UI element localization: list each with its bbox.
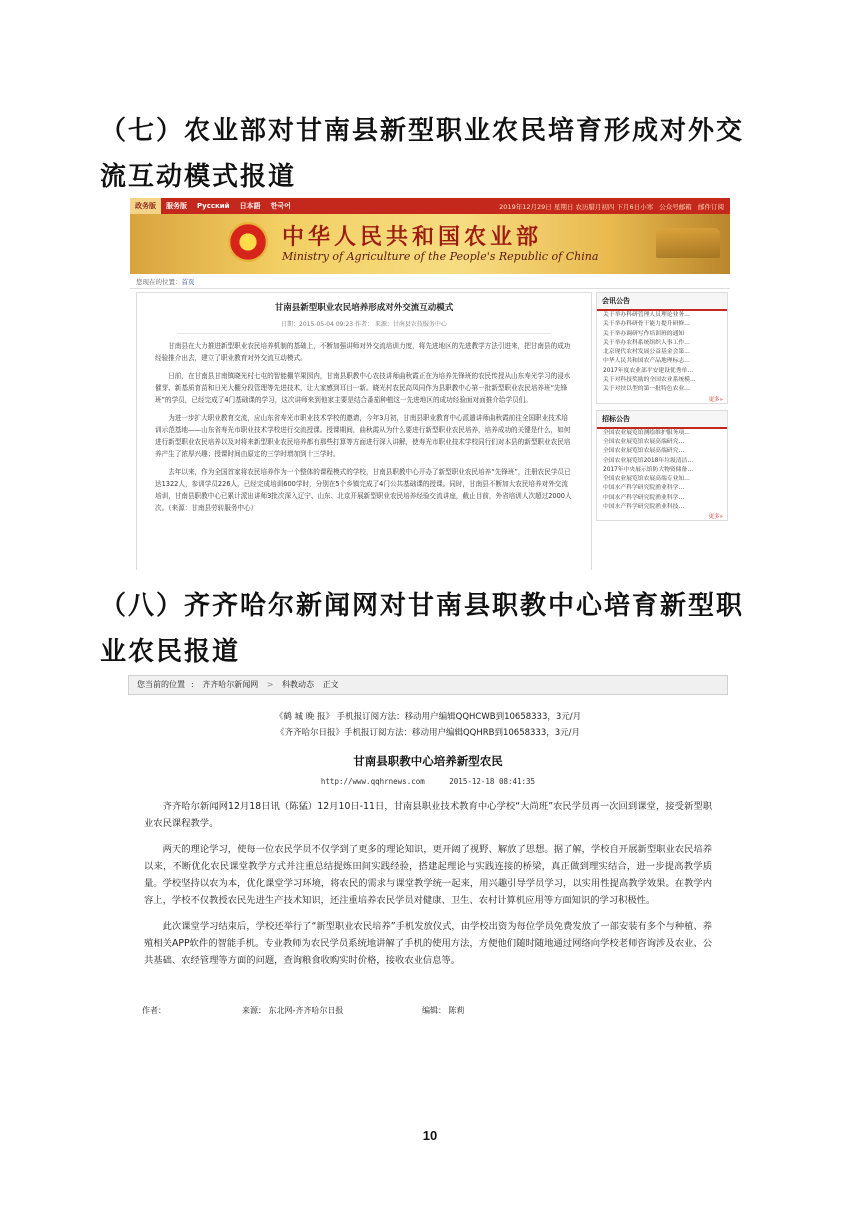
moa-tab-gov[interactable]: 政务版 xyxy=(130,198,161,214)
moa-date: 2019年12月29日 星期日 农历腊月初四 下月6日小寒 公众号邮箱 邮件订阅 xyxy=(499,202,724,211)
moa-breadcrumb: 您现在的位置：首页 xyxy=(130,276,730,289)
moa-notice-title: 会讯公告 xyxy=(597,293,727,311)
moa-sidebar-link[interactable]: 全国农业展览馆2018年垃圾清洁… xyxy=(603,457,694,464)
moa-site-title-en: Ministry of Agriculture of the People's Republic of China xyxy=(282,250,599,263)
moa-sidebar-link[interactable]: 关于对科技奖励的全国农业系统模… xyxy=(603,377,696,384)
moa-sidebar-link[interactable]: 中国水产科学研究院渔业科学… xyxy=(603,494,685,501)
moa-link-subscribe[interactable]: 邮件订阅 xyxy=(698,202,724,211)
moa-banner xyxy=(130,214,730,274)
qqhr-paragraph: 此次课堂学习结束后，学校还举行了“新型职业农民培养”手机发放仪式，由学校出资为每位学员免费发放了一部安装有多个与种植、养殖相关APP软件的智能手机。专业教师为农民学员系统地讲解了手机的使用方法，方便他们随时随地通过网络向学校老师咨询涉及农业、公共基础、农经管理等方面的问题，查询粮食收购实时价格，接收农业信息等。 xyxy=(144,921,712,966)
moa-notice-more[interactable]: 更多» xyxy=(708,396,723,403)
moa-sidebar-link[interactable]: 关于对扶以型的第一批特色农业… xyxy=(603,386,690,393)
qqhr-article-footer xyxy=(142,1005,465,1016)
moa-sidebar-link[interactable]: 关于举办科研骨干能力提升研修… xyxy=(603,321,690,328)
moa-sidebar-link[interactable]: 中国水产科学研究院渔业科技… xyxy=(603,504,685,511)
qqhr-subscribe-info xyxy=(128,709,728,741)
qqhr-article-meta xyxy=(128,777,728,786)
qqhr-paragraph: 齐齐哈尔新闻网12月18日讯（陈猛）12月10日-11日，甘南县职业技术教育中心学校“大尚班”农民学员再一次回到课堂，接受新型职业农民课程教学。 xyxy=(144,801,712,829)
moa-sidebar-link[interactable]: 关于举办农科系统组织人事工作… xyxy=(603,339,690,346)
qqhr-author: 作者： xyxy=(142,1006,166,1015)
moa-tab-japanese[interactable]: 日本語 xyxy=(239,202,261,210)
moa-breadcrumb-home[interactable]: 首页 xyxy=(181,278,195,286)
section-heading-7: （七）农业部对甘南县新型职业农民培育形成对外交流互动模式报道 xyxy=(100,116,745,192)
moa-sidebar-link[interactable]: 2017年度农业部平安建设优秀单… xyxy=(603,367,694,374)
qqhr-url[interactable]: http://www.qqhrnews.com xyxy=(320,777,425,786)
qqhr-breadcrumb: 您当前的位置 : 齐齐哈尔新闻网 > 科教动态 正文 xyxy=(128,675,728,695)
moa-sidebar-link[interactable]: 2017年中央展示馆防大物资储备… xyxy=(603,466,694,473)
moa-link-mail[interactable]: 公众号邮箱 xyxy=(659,202,692,211)
qqhr-subscribe-line: 《鹤 城 晚 报》 手机报订阅方法：移动用户编辑QQHCWB到10658333，3元/月 xyxy=(274,712,582,722)
moa-site-title: 中华人民共和国农业部 xyxy=(282,224,543,250)
qqhr-crumb-current: 正文 xyxy=(322,680,339,689)
qqhr-screenshot xyxy=(128,675,728,1020)
moa-tender-more[interactable]: 更多» xyxy=(708,514,723,521)
qqhr-crumb-label: 您当前的位置 xyxy=(137,680,185,689)
moa-sidebar-link[interactable]: 中华人民共和国农产品地理标志… xyxy=(603,358,690,365)
moa-sidebar-link[interactable]: 全国农业展览馆测绘维护服务项… xyxy=(603,429,690,436)
moa-sidebar-link[interactable]: 全国农业展览馆农展高端研究… xyxy=(603,438,685,445)
moa-screenshot xyxy=(130,198,730,570)
moa-sidebar-link[interactable]: 全国农业展览馆农展高端研究… xyxy=(603,448,685,455)
moa-paragraph: 甘南县在大力推进新型职业农民培养机制的基础上，不断加强讲师对外交流培训力度，将先进地区的先进教学方法引进来，把甘南县的成功经验推介出去，建立了职业教育对外交流互动模式。 xyxy=(155,342,571,362)
moa-tab-russian[interactable]: Русский xyxy=(197,202,230,210)
moa-tab-service[interactable]: 服务版 xyxy=(166,202,187,210)
moa-paragraph: 去年以来，作为全国首家将农民培养作为一个整体的课程模式的学校，甘南县职教中心开办了新型职业农民培养“先锋班”，注册农民学员已达1322人，参训学员226人，已经完成培训600学时，分别在5个乡镇完成了4门公共基础课的授课。同时，甘南县不断加大农民培养对外交流培训，甘南县职教中心已累计派出讲师3批次深入辽宁、山东、北京开展新型职业农民培养经验交流讲座，截止目前，外省培训人次超过2000人次。（来源：甘南县劳转服务中心） xyxy=(155,468,572,512)
moa-sidebar-link[interactable]: 全国农业展览馆农展高端专业知… xyxy=(603,476,690,483)
moa-sidebar-link[interactable]: 中国水产科学研究院渔业科学… xyxy=(603,485,685,492)
moa-paragraph: 为进一步扩大职业教育交流，应山东省寿光市职业技术学校的邀请，今年3月初，甘南县职业教育中心派遣讲师曲秋霞前往全国职业技术培训示范基地——山东省寿光市职业技术学校进行交流授课。授课期间，曲秋霞从为什么要进行新型职业农民培养，培养成功的关键是什么，如何进行新型职业农民培养以及对将来新型职业农民培养都有那些打算等方面进行深入讲解，使寿光市职业技术学校同行们对本县的新型职业农民培养产生了浓厚兴趣；授课时间由原定的三学时增加到十三学时。 xyxy=(155,414,571,458)
qqhr-crumb-section[interactable]: 科教动态 xyxy=(282,680,315,689)
qqhr-article-body xyxy=(144,798,712,969)
qqhr-article-title: 甘南县职教中心培养新型农民 xyxy=(353,754,503,768)
moa-article xyxy=(136,292,592,570)
section-heading-8: （八）齐齐哈尔新闻网对甘南县职教中心培育新型职业农民报道 xyxy=(100,591,745,667)
qqhr-paragraph: 两天的理论学习，使每一位农民学员不仅学到了更多的理论知识，更开阔了视野、解放了思想。据了解，学校自开展新型职业农民培养以来，不断优化农民课堂教学方式并注重总结提炼田间实践经验，搭建起理论与实践连接的桥梁，真正做到理实结合，进一步提高教学质量。学校坚持以农为本，优化课堂学习环境，将农民的需求与课堂教学统一起来，用兴趣引导学员学习，以实用性提高教学效果。在教学内容上，学校不仅教授农民先进生产技术知识，还注重培养农民学员对健康、卫生、农村计算机应用等方面知识的学习积极性。 xyxy=(144,844,712,906)
qqhr-date: 2015-12-18 08:41:35 xyxy=(449,777,536,786)
qqhr-source: 来源： 东北网-齐齐哈尔日报 xyxy=(242,1006,344,1015)
qqhr-editor: 编辑： 陈莉 xyxy=(422,1006,465,1015)
moa-notice-box xyxy=(596,292,728,404)
moa-sidebar xyxy=(596,292,728,570)
national-emblem-icon: ★ xyxy=(228,222,268,262)
moa-tender-box xyxy=(596,410,728,522)
moa-paragraph: 日前，在甘南县甘南镇晓光村七屯的智能棚苹果园内，甘南县职教中心农技讲师曲秋霞正在为培养先锋班的农民传授从山东寿光学习的浸水催芽、新基质育苗和日光大棚分段管理等先进技术，让大家感到耳目一新。晓光村农民高凤同作为县职教中心第一批新型职业农民培养班“先锋班”的学员，已经完成了4门基础课的学习，这次讲师来到他家主要是结合番茄种植这一先进地区的成功经验面对面推介给学员们。 xyxy=(155,372,571,404)
moa-sidebar-link[interactable]: 北京现代农村发展公益基金会第… xyxy=(603,349,690,356)
moa-tender-title: 招标公告 xyxy=(597,411,727,429)
moa-tab-korean[interactable]: 한국어 xyxy=(270,202,291,210)
moa-sidebar-link[interactable]: 关于举办调研写作培训班的通知 xyxy=(603,330,685,337)
moa-sidebar-link[interactable]: 关于举办科研管理人员理论业务… xyxy=(603,312,690,318)
page-number: 10 xyxy=(422,1128,438,1143)
harvester-image xyxy=(656,228,720,258)
qqhr-subscribe-line: 《齐齐哈尔日报》手机报订阅方法：移动用户编辑QQHRB到10658333，3元/月 xyxy=(275,728,581,738)
qqhr-crumb-separator: > xyxy=(266,680,274,689)
qqhr-crumb-site[interactable]: 齐齐哈尔新闻网 xyxy=(202,680,259,689)
moa-article-title: 甘南县新型职业农民培养形成对外交流互动模式 xyxy=(274,303,454,313)
moa-article-meta: 日期：2015-05-04 09:23 作者： 来源：甘南县农技服务中心 xyxy=(177,319,551,334)
moa-topbar xyxy=(130,198,730,214)
